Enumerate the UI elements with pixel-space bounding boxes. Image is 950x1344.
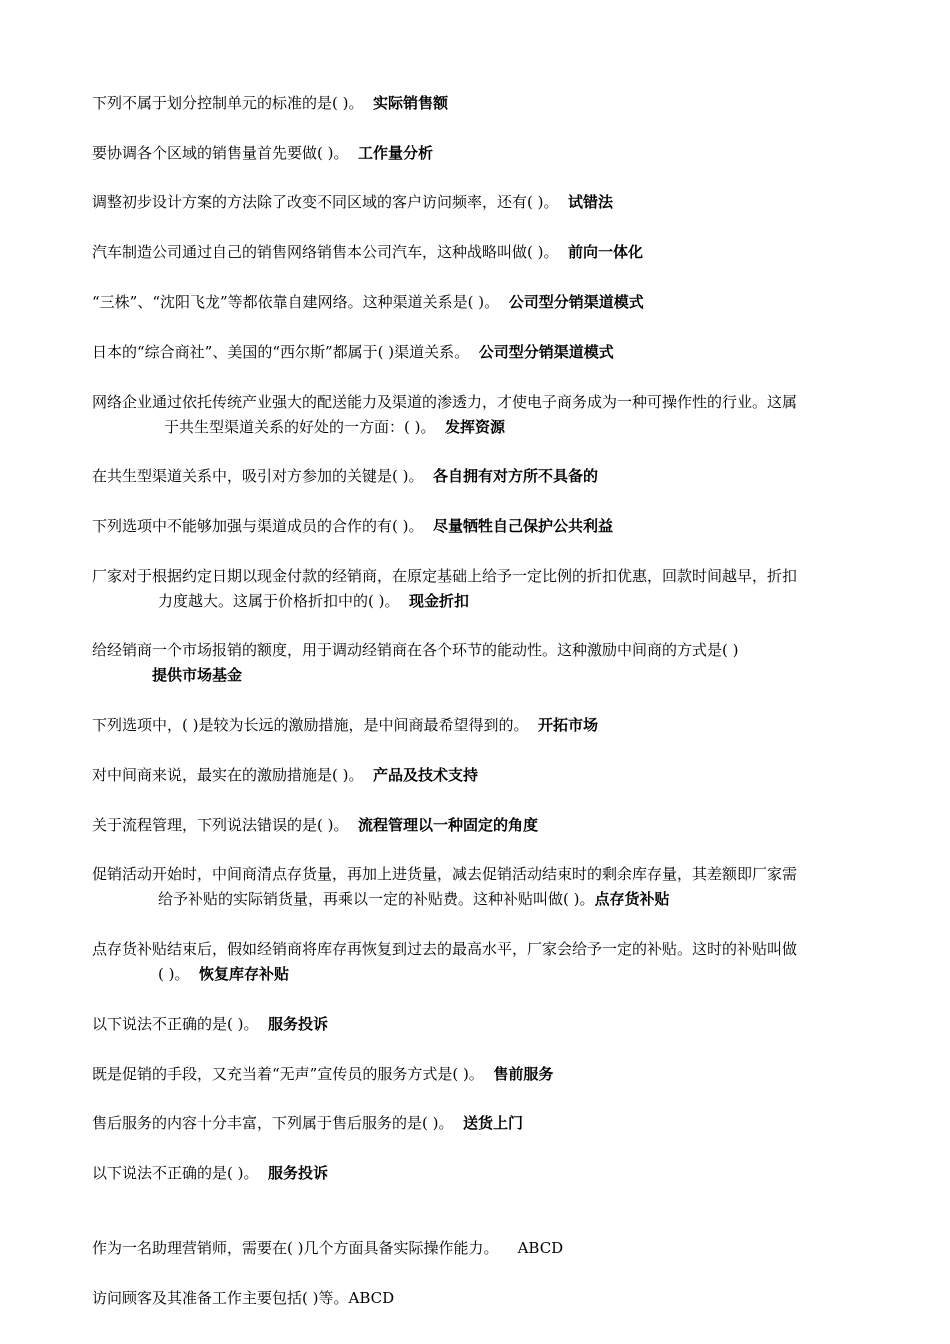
question-text: 作为一名助理营销师，需要在( )几个方面具备实际操作能力。 [92,1239,499,1257]
question-text: 下列选项中，( )是较为长远的激励措施，是中间商最希望得到的。 [92,716,529,734]
question-text: 关于流程管理，下列说法错误的是( )。 [92,816,349,834]
question-text: 以下说法不正确的是( )。 [92,1164,259,1182]
question-text-line1: 促销活动开始时，中间商清点存货量，再加上进货量，减去促销活动结束时的剩余库存量，其差额即厂家需 [92,865,798,883]
question-item [92,763,884,788]
answer-text: 送货上门 [463,1114,524,1132]
question-item [92,1286,884,1311]
question-item [92,141,884,166]
answer-text: 恢复库存补贴 [199,965,290,983]
question-text: 汽车制造公司通过自己的销售网络销售本公司汽车，这种战略叫做( )。 [92,243,559,261]
question-text-line2: ( )。 [158,965,190,983]
question-item [92,464,884,489]
answer-text: 开拓市场 [538,716,599,734]
question-text-line1: 厂家对于根据约定日期以现金付款的经销商，在原定基础上给予一定比例的折扣优惠，回款时间越早，折扣 [92,567,798,585]
answer-text: 公司型分销渠道模式 [478,343,614,361]
question-text-line2: 力度越大。这属于价格折扣中的( )。 [158,592,400,610]
question-item [92,937,884,987]
question-item [92,290,884,315]
question-item [92,564,884,614]
question-item [92,1161,884,1186]
question-text-line1: 点存货补贴结束后，假如经销商将库存再恢复到过去的最高水平，厂家会给予一定的补贴。这时的补贴叫做 [92,940,798,958]
question-text: “三株”、“沈阳飞龙”等都依靠自建网络。这种渠道关系是( )。 [92,293,500,311]
answer-text: ABCD [348,1289,395,1307]
question-item [92,91,884,116]
question-text: 访问顾客及其准备工作主要包括( )等。 [92,1289,349,1307]
question-item [92,240,884,265]
answer-text: 发挥资源 [445,418,506,436]
answer-text: ABCD [517,1239,564,1257]
question-item [92,862,884,912]
question-item [92,1012,884,1037]
question-item [92,390,884,440]
question-item [92,190,884,215]
answer-text: 售前服务 [493,1065,554,1083]
question-text: 下列选项中不能够加强与渠道成员的合作的有( )。 [92,517,424,535]
question-text: 日本的“综合商社”、美国的“西尔斯”都属于( )渠道关系。 [92,343,470,361]
question-text: 对中间商来说，最实在的激励措施是( )。 [92,766,364,784]
answer-text: 产品及技术支持 [373,766,479,784]
question-item [92,1062,884,1087]
question-text: 既是促销的手段，又充当着“无声”宣传员的服务方式是( )。 [92,1065,484,1083]
answer-text: 公司型分销渠道模式 [508,293,644,311]
answer-text: 试错法 [568,193,614,211]
question-item [92,514,884,539]
question-item [92,713,884,738]
answer-text: 提供市场基金 [152,666,243,684]
answer-text: 前向一体化 [568,243,644,261]
question-item [92,340,884,365]
question-item [92,813,884,838]
question-item [92,638,884,688]
question-text-line2: 于共生型渠道关系的好处的一方面：( )。 [164,418,436,436]
question-text-line1: 网络企业通过依托传统产业强大的配送能力及渠道的渗透力，才使电子商务成为一种可操作性的行业。这属 [92,393,798,411]
answer-text: 实际销售额 [373,94,449,112]
answer-text: 服务投诉 [268,1164,329,1182]
answer-text: 现金折扣 [409,592,470,610]
answer-text: 流程管理以一种固定的角度 [358,816,539,834]
question-text: 在共生型渠道关系中，吸引对方参加的关键是( )。 [92,467,424,485]
answer-text: 点存货补贴 [594,890,670,908]
question-item [92,1236,884,1261]
question-text-line1: 给经销商一个市场报销的额度，用于调动经销商在各个环节的能动性。这种激励中间商的方式是( ) [92,641,739,659]
question-text-line2: 给予补贴的实际销货量，再乘以一定的补贴费。这种补贴叫做( )。 [158,890,595,908]
question-text: 以下说法不正确的是( )。 [92,1015,259,1033]
question-text: 要协调各个区域的销售量首先要做( )。 [92,144,349,162]
question-text: 调整初步设计方案的方法除了改变不同区域的客户访问频率，还有( )。 [92,193,559,211]
answer-text: 工作量分析 [358,144,434,162]
answer-text: 服务投诉 [268,1015,329,1033]
answer-text: 各自拥有对方所不具备的 [433,467,599,485]
question-text: 售后服务的内容十分丰富，下列属于售后服务的是( )。 [92,1114,454,1132]
answer-text: 尽量牺牲自己保护公共利益 [433,517,614,535]
question-text: 下列不属于划分控制单元的标准的是( )。 [92,94,364,112]
question-item [92,1111,884,1136]
